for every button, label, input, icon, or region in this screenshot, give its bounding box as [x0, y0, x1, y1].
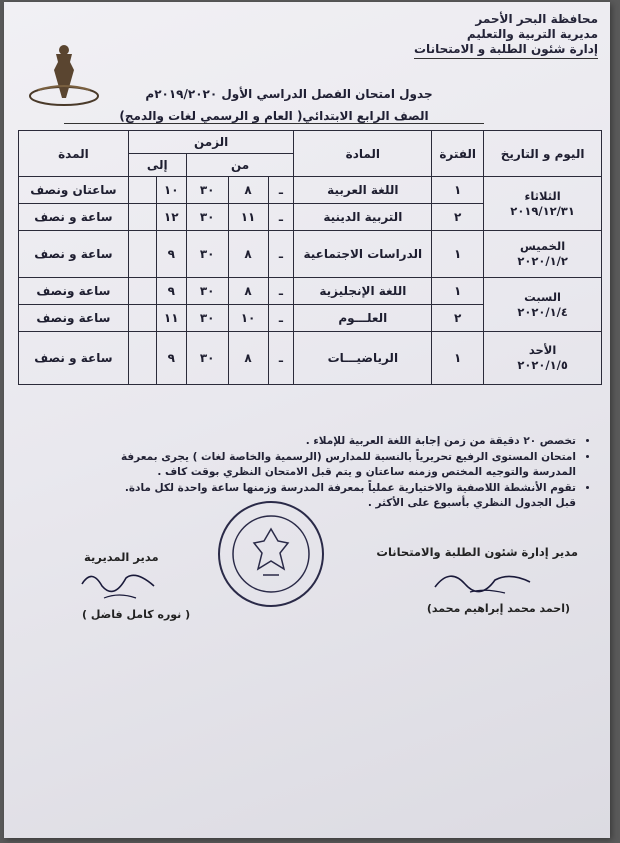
period-cell: ١: [432, 332, 484, 385]
to-extra-cell: [128, 332, 156, 385]
dash-cell: ـ: [268, 278, 294, 305]
table-row: [19, 278, 602, 305]
official-seal-icon: [216, 499, 326, 609]
day-name: الثلاثاء: [524, 188, 561, 203]
duration-cell: ساعتان ونصف: [19, 177, 129, 204]
day-date: ٢٠٢٠/١/٤: [517, 304, 568, 319]
header-directorate: مديرية التربية والتعليم: [466, 27, 598, 41]
header-from: من: [186, 154, 294, 177]
signature-right-title: مدير إدارة شئون الطلبة والامتحانات: [376, 545, 578, 559]
header-block: [414, 12, 598, 59]
to-hour-cell: ٩: [156, 231, 186, 278]
signature-left-name: ( نوره كامل فاضل ): [82, 608, 191, 621]
period-cell: ١: [432, 278, 484, 305]
from-minute-cell: ٣٠: [186, 278, 228, 305]
dash-cell: ـ: [268, 305, 294, 332]
from-hour-cell: ٨: [228, 177, 268, 204]
document-page: [4, 2, 610, 838]
signature-right-icon: [430, 562, 540, 598]
ministry-logo-icon: [26, 40, 102, 110]
dash-cell: ـ: [268, 177, 294, 204]
period-cell: ٢: [432, 305, 484, 332]
to-extra-cell: [128, 278, 156, 305]
to-hour-cell: ٩: [156, 278, 186, 305]
header-duration: المدة: [19, 131, 129, 177]
to-hour-cell: ١٠: [156, 177, 186, 204]
period-cell: ٢: [432, 204, 484, 231]
signature-left-title: مدير المديرية: [84, 550, 159, 564]
header-day-date: اليوم و التاريخ: [484, 131, 602, 177]
period-cell: ١: [432, 177, 484, 204]
header-time: الزمن: [128, 131, 294, 154]
period-cell: ١: [432, 231, 484, 278]
exam-schedule-table: [18, 130, 602, 385]
day-name: الخميس: [519, 239, 566, 253]
duration-cell: ساعة ونصف: [19, 305, 129, 332]
subject-cell: الرياضيـــات: [294, 332, 432, 385]
table-row: [19, 177, 602, 204]
to-hour-cell: ١٢: [156, 204, 186, 231]
day-date: ٢٠٢٠/١/٥: [517, 358, 568, 372]
day-date: ٢٠٢٠/١/٢: [517, 254, 568, 268]
to-extra-cell: [128, 231, 156, 278]
from-hour-cell: ٨: [228, 278, 268, 305]
from-minute-cell: ٣٠: [186, 332, 228, 385]
duration-cell: ساعة ونصف: [19, 278, 129, 305]
table-row: [19, 332, 602, 385]
duration-cell: ساعة و نصف: [19, 332, 129, 385]
to-extra-cell: [128, 177, 156, 204]
note-item: • امتحان المستوى الرفيع تحريرياً بالنسبة للمدارس (الرسمية والخاصة لغات ) يجرى بمعرفة المدرسة والتوجيه المختص وزمنه ساعتان و يتم قبل الامتحان النظري بوقت كاف .: [120, 450, 576, 480]
day-date: ٢٠١٩/١٢/٣١: [510, 203, 575, 218]
exam-title: جدول امتحان الفصل الدراسي الأول ٢٠١٩/٢٠٢٠م: [145, 87, 433, 101]
day-cell: [484, 278, 602, 332]
subject-cell: اللغة العربية: [294, 177, 432, 204]
duration-cell: ساعة و نصف: [19, 231, 129, 278]
to-hour-cell: ١١: [156, 305, 186, 332]
from-minute-cell: ٣٠: [186, 177, 228, 204]
day-name: السبت: [524, 289, 561, 304]
header-to: إلى: [128, 154, 186, 177]
exam-subtitle: الصف الرابع الابتدائي( العام و الرسمي لغات والدمج): [64, 109, 484, 124]
header-subject: المادة: [294, 131, 432, 177]
day-cell: [484, 231, 602, 278]
subject-cell: اللغة الإنجليزية: [294, 278, 432, 305]
from-minute-cell: ٣٠: [186, 204, 228, 231]
header-governorate: محافظة البحر الأحمر: [475, 12, 598, 26]
dash-cell: ـ: [268, 231, 294, 278]
header-department: إدارة شئون الطلبة و الامتحانات: [414, 42, 598, 59]
note-item: • تخصص ٢٠ دقيقة من زمن إجابة اللغة العربية للإملاء .: [120, 434, 576, 449]
day-cell: [484, 177, 602, 231]
subject-cell: التربية الدينية: [294, 204, 432, 231]
from-minute-cell: ٣٠: [186, 305, 228, 332]
dash-cell: ـ: [268, 204, 294, 231]
to-hour-cell: ٩: [156, 332, 186, 385]
from-hour-cell: ٨: [228, 332, 268, 385]
duration-cell: ساعة و نصف: [19, 204, 129, 231]
signature-right-name: (احمد محمد إبراهيم محمد): [426, 602, 570, 615]
to-extra-cell: [128, 204, 156, 231]
day-cell: [484, 332, 602, 385]
from-minute-cell: ٣٠: [186, 231, 228, 278]
signature-left-icon: [74, 564, 164, 604]
to-extra-cell: [128, 305, 156, 332]
day-name: الأحد: [528, 343, 557, 357]
subject-cell: العلـــوم: [294, 305, 432, 332]
notes-block: [120, 434, 590, 512]
table-row: [19, 231, 602, 278]
header-period: الفترة: [432, 131, 484, 177]
from-hour-cell: ١٠: [228, 305, 268, 332]
dash-cell: ـ: [268, 332, 294, 385]
note-item: • تقوم الأنشطة اللاصفية والاختيارية عملياً بمعرفة المدرسة وزمنها ساعة واحدة لكل مادة. قبل الجدول النظري بأسبوع على الأكثر .: [120, 481, 576, 511]
from-hour-cell: ٨: [228, 231, 268, 278]
from-hour-cell: ١١: [228, 204, 268, 231]
subject-cell: الدراسات الاجتماعية: [294, 231, 432, 278]
